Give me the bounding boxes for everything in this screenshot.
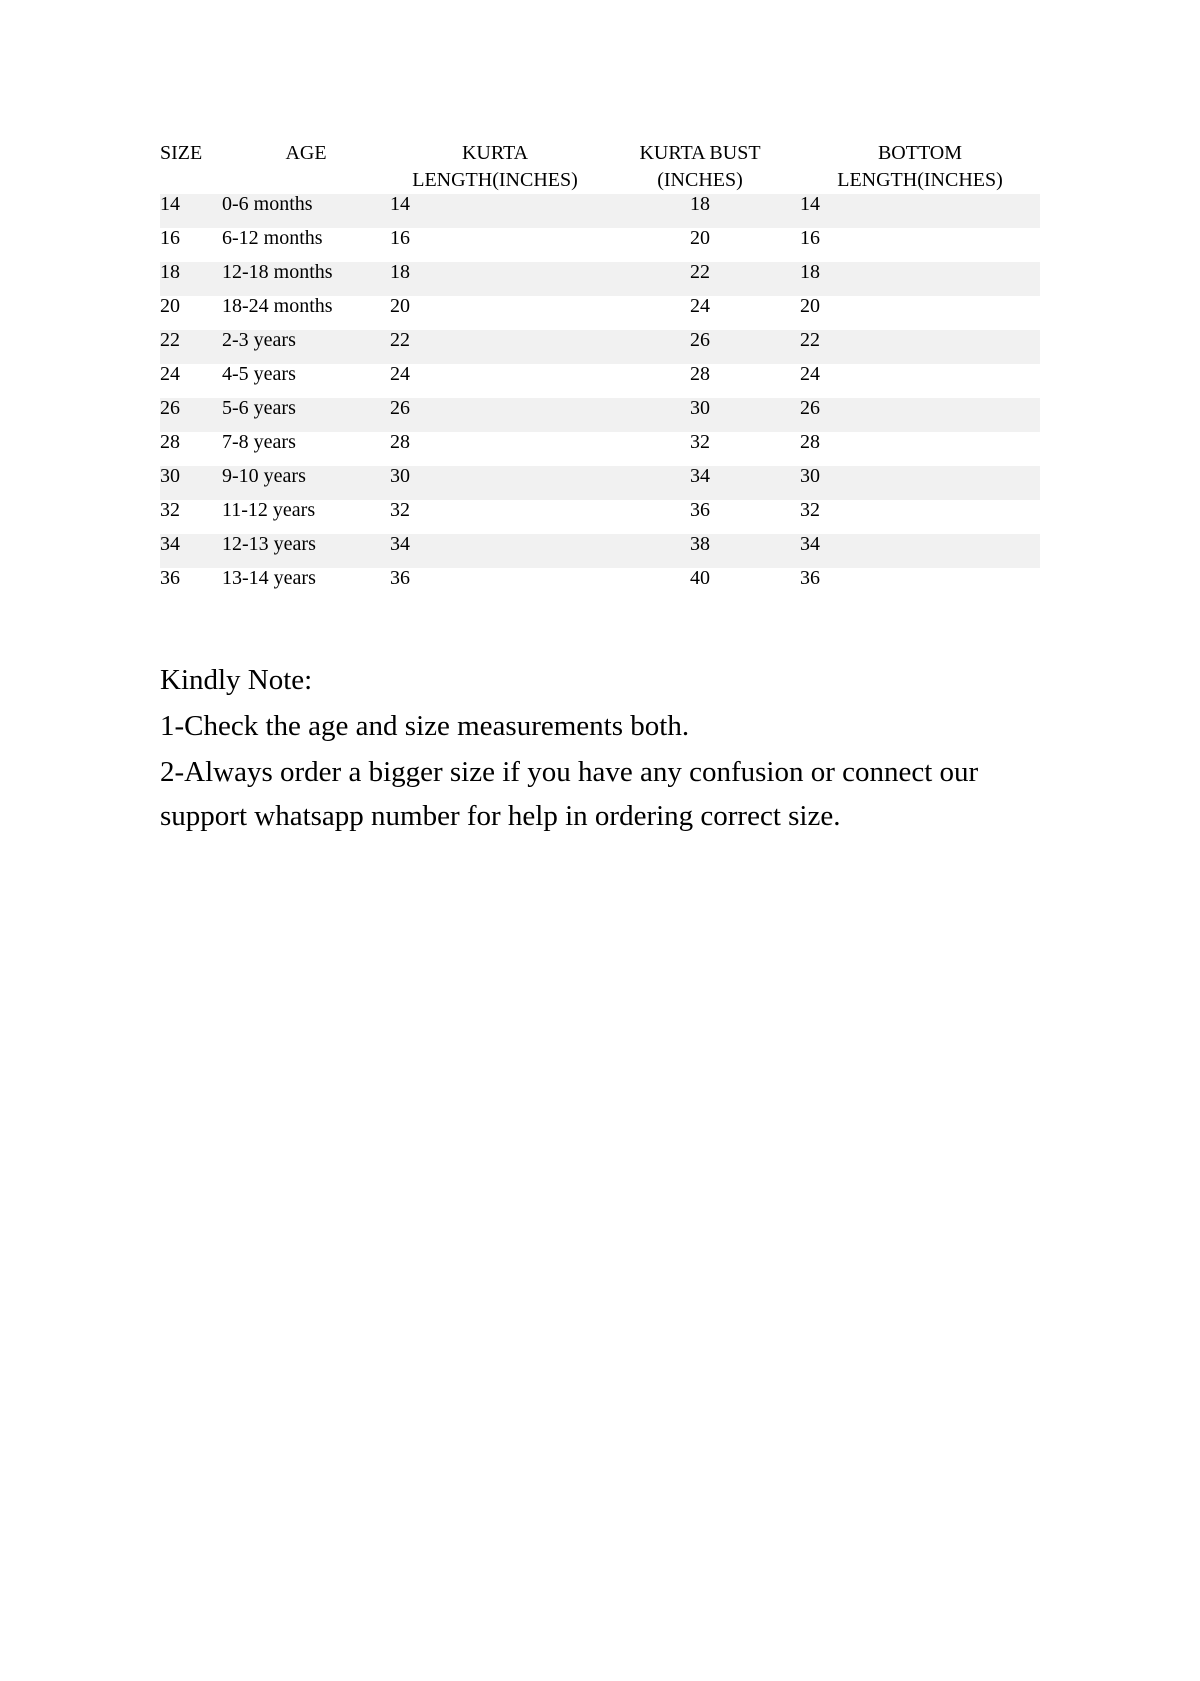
cell-kurta-bust: 22 <box>600 262 800 296</box>
cell-kurta-bust: 26 <box>600 330 800 364</box>
cell-size: 18 <box>160 262 222 296</box>
cell-kurta-length: 18 <box>390 262 600 296</box>
column-header-size: SIZE <box>160 142 203 164</box>
cell-kurta-length: 14 <box>390 194 600 228</box>
cell-size: 20 <box>160 295 180 317</box>
cell-kurta-length: 28 <box>390 431 410 453</box>
cell-bottom-length: 32 <box>800 499 820 521</box>
table-row <box>160 228 1040 262</box>
cell-size: 22 <box>160 330 222 364</box>
note-line-1: 1-Check the age and size measurements both. <box>160 710 690 743</box>
table-row <box>160 500 1040 534</box>
cell-age: 7-8 years <box>222 431 296 453</box>
table-row <box>160 364 1040 398</box>
cell-age: 5-6 years <box>222 398 390 432</box>
cell-age: 13-14 years <box>222 567 316 589</box>
kindly-note-section <box>160 658 1060 838</box>
cell-size: 28 <box>160 431 180 453</box>
cell-bottom-length: 28 <box>800 431 820 453</box>
table-row <box>160 432 1040 466</box>
cell-age: 4-5 years <box>222 363 296 385</box>
cell-age: 0-6 months <box>222 194 390 228</box>
cell-size: 14 <box>160 194 222 228</box>
cell-bottom-length: 36 <box>800 567 820 589</box>
cell-kurta-bust: 20 <box>690 227 710 249</box>
cell-kurta-length: 32 <box>390 499 410 521</box>
column-header-age: AGE <box>285 142 327 164</box>
table-row <box>160 194 1040 228</box>
cell-bottom-length: 18 <box>800 262 1040 296</box>
note-title: Kindly Note: <box>160 664 313 696</box>
cell-size: 34 <box>160 534 222 568</box>
cell-age: 6-12 months <box>222 227 323 249</box>
cell-kurta-length: 36 <box>390 567 410 589</box>
cell-bottom-length: 20 <box>800 295 820 317</box>
cell-age: 2-3 years <box>222 330 390 364</box>
cell-bottom-length: 16 <box>800 227 820 249</box>
table-row <box>160 534 1040 568</box>
table-row <box>160 296 1040 330</box>
table-row <box>160 262 1040 296</box>
cell-age: 12-18 months <box>222 262 390 296</box>
cell-bottom-length: 30 <box>800 466 1040 500</box>
table-header <box>160 140 1040 194</box>
cell-kurta-length: 34 <box>390 534 600 568</box>
cell-size: 26 <box>160 398 222 432</box>
table-row <box>160 568 1040 602</box>
cell-bottom-length: 14 <box>800 194 1040 228</box>
cell-bottom-length: 34 <box>800 534 1040 568</box>
document-body <box>160 140 1040 840</box>
table-header-row <box>160 140 1040 194</box>
cell-bottom-length: 26 <box>800 398 1040 432</box>
column-header-kurta-bust: KURTA BUST (INCHES) <box>639 142 761 191</box>
cell-kurta-length: 30 <box>390 466 600 500</box>
cell-age: 12-13 years <box>222 534 390 568</box>
size-chart-table <box>160 140 1040 602</box>
note-line-2: 2-Always order a bigger size if you have any confusion or connect our support whatsapp number for help in ordering correct size. <box>160 756 979 833</box>
cell-kurta-length: 20 <box>390 295 410 317</box>
cell-kurta-bust: 34 <box>600 466 800 500</box>
cell-kurta-length: 26 <box>390 398 600 432</box>
cell-kurta-length: 24 <box>390 363 410 385</box>
table-body <box>160 194 1040 602</box>
cell-size: 32 <box>160 499 180 521</box>
cell-age: 9-10 years <box>222 466 390 500</box>
cell-kurta-bust: 28 <box>690 363 710 385</box>
column-header-kurta-length: KURTA LENGTH(INCHES) <box>412 142 578 191</box>
cell-kurta-bust: 18 <box>600 194 800 228</box>
cell-bottom-length: 22 <box>800 330 1040 364</box>
table-row <box>160 330 1040 364</box>
cell-bottom-length: 24 <box>800 363 820 385</box>
cell-kurta-length: 16 <box>390 227 410 249</box>
cell-kurta-bust: 30 <box>600 398 800 432</box>
cell-kurta-bust: 36 <box>690 499 710 521</box>
cell-age: 11-12 years <box>222 499 316 521</box>
table-row <box>160 398 1040 432</box>
cell-size: 30 <box>160 466 222 500</box>
cell-kurta-bust: 40 <box>690 567 710 589</box>
cell-kurta-bust: 38 <box>600 534 800 568</box>
cell-size: 24 <box>160 363 180 385</box>
table-row <box>160 466 1040 500</box>
cell-kurta-bust: 24 <box>690 295 710 317</box>
cell-size: 16 <box>160 227 180 249</box>
column-header-bottom-length: BOTTOM LENGTH(INCHES) <box>837 142 1003 191</box>
cell-kurta-bust: 32 <box>690 431 710 453</box>
cell-age: 18-24 months <box>222 295 333 317</box>
cell-size: 36 <box>160 567 180 589</box>
cell-kurta-length: 22 <box>390 330 600 364</box>
